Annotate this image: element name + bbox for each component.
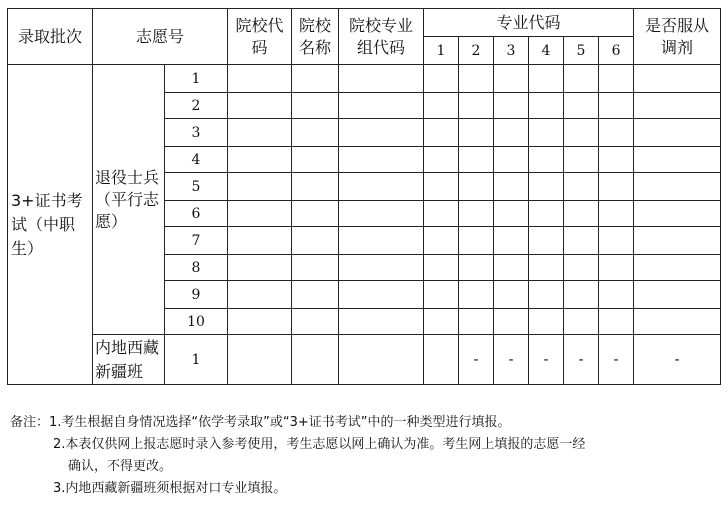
note-item-2-cont: 确认，不得更改。 <box>68 459 173 474</box>
major-code-cell-1[interactable] <box>424 147 459 173</box>
major-code-cell-6[interactable] <box>599 173 634 201</box>
adjust-cell[interactable] <box>634 281 721 309</box>
preference-number: 7 <box>165 227 228 255</box>
group-code-cell[interactable] <box>339 335 424 385</box>
major-code-cell-2[interactable] <box>459 65 494 93</box>
major-code-cell-2[interactable] <box>459 147 494 173</box>
adjust-cell[interactable] <box>634 201 721 227</box>
major-code-cell-3: - <box>494 335 529 385</box>
adjust-cell[interactable] <box>634 309 721 335</box>
major-code-cell-6[interactable] <box>599 119 634 147</box>
school-code-cell[interactable] <box>228 309 292 335</box>
major-code-cell-2[interactable] <box>459 93 494 119</box>
major-code-cell-1[interactable] <box>424 65 459 93</box>
group-code-cell[interactable] <box>339 65 424 93</box>
major-code-cell-4[interactable] <box>529 309 564 335</box>
major-code-cell-5[interactable] <box>564 93 599 119</box>
preference-number: 2 <box>165 93 228 119</box>
major-code-cell-6[interactable] <box>599 255 634 281</box>
major-code-cell-2: - <box>459 335 494 385</box>
table-row <box>8 65 721 93</box>
adjust-cell[interactable] <box>634 65 721 93</box>
major-code-cell-6[interactable] <box>599 65 634 93</box>
major-code-cell-1[interactable] <box>424 281 459 309</box>
table-row <box>8 335 721 385</box>
major-code-cell-6[interactable] <box>599 147 634 173</box>
preference-number: 6 <box>165 201 228 227</box>
major-code-cell-1[interactable] <box>424 201 459 227</box>
major-code-cell-6[interactable] <box>599 281 634 309</box>
group-code-cell[interactable] <box>339 255 424 281</box>
major-col-1: 1 <box>424 37 459 65</box>
school-name-cell[interactable] <box>292 173 339 201</box>
major-code-cell-2[interactable] <box>459 309 494 335</box>
school-code-cell[interactable] <box>228 173 292 201</box>
group-code-cell[interactable] <box>339 227 424 255</box>
major-col-5: 5 <box>564 37 599 65</box>
adjust-cell: - <box>634 335 721 385</box>
major-code-cell-3[interactable] <box>494 227 529 255</box>
major-code-cell-6: - <box>599 335 634 385</box>
major-code-cell-2[interactable] <box>459 119 494 147</box>
preference-number: 5 <box>165 173 228 201</box>
major-code-cell-4[interactable] <box>529 281 564 309</box>
major-code-cell-1[interactable] <box>424 173 459 201</box>
major-code-cell-1[interactable] <box>424 93 459 119</box>
preference-number: 4 <box>165 147 228 173</box>
header-group-code: 院校专业组代码 <box>339 9 424 65</box>
group-code-cell[interactable] <box>339 119 424 147</box>
preference-number: 3 <box>165 119 228 147</box>
major-code-cell-3[interactable] <box>494 147 529 173</box>
major-code-cell-4[interactable] <box>529 119 564 147</box>
major-code-cell-1[interactable] <box>424 119 459 147</box>
preference-form-sheet <box>7 8 720 496</box>
school-code-cell[interactable] <box>228 201 292 227</box>
header-school-name: 院校名称 <box>292 9 339 65</box>
major-code-cell-4[interactable] <box>529 173 564 201</box>
school-name-cell[interactable] <box>292 201 339 227</box>
major-code-cell-3[interactable] <box>494 309 529 335</box>
adjust-cell[interactable] <box>634 119 721 147</box>
major-code-cell-1[interactable] <box>424 335 459 385</box>
major-code-cell-4[interactable] <box>529 65 564 93</box>
major-code-cell-2[interactable] <box>459 255 494 281</box>
school-name-cell[interactable] <box>292 119 339 147</box>
note-item-1: 备注：1.考生根据自身情况选择“依学考录取”或“3+证书考试”中的一种类型进行填报。 <box>10 415 511 430</box>
major-code-cell-6[interactable] <box>599 201 634 227</box>
major-code-cell-4[interactable] <box>529 227 564 255</box>
note-item-2: 2.本表仅供网上报志愿时录入参考使用，考生志愿以网上确认为准。考生网上填报的志愿一经 <box>53 437 586 452</box>
header-adjust: 是否服从调剂 <box>634 9 721 65</box>
major-code-cell-3[interactable] <box>494 119 529 147</box>
group-code-cell[interactable] <box>339 281 424 309</box>
school-code-cell[interactable] <box>228 227 292 255</box>
major-code-cell-3[interactable] <box>494 201 529 227</box>
batch-label: 3+证书考试（中职生） <box>8 65 93 385</box>
adjust-cell[interactable] <box>634 173 721 201</box>
major-col-2: 2 <box>459 37 494 65</box>
group-code-cell[interactable] <box>339 309 424 335</box>
school-code-cell[interactable] <box>228 255 292 281</box>
major-code-cell-5[interactable] <box>564 147 599 173</box>
group-label-veterans: 退役士兵（平行志愿） <box>93 65 165 335</box>
school-name-cell[interactable] <box>292 309 339 335</box>
preference-table <box>7 8 721 385</box>
major-code-cell-4[interactable] <box>529 147 564 173</box>
major-code-cell-4: - <box>529 335 564 385</box>
major-code-cell-4[interactable] <box>529 93 564 119</box>
header-major-code: 专业代码 <box>424 9 634 37</box>
group-code-cell[interactable] <box>339 147 424 173</box>
table-body <box>8 65 721 385</box>
major-code-cell-1[interactable] <box>424 227 459 255</box>
header-batch: 录取批次 <box>8 9 93 65</box>
major-code-cell-6[interactable] <box>599 309 634 335</box>
major-code-cell-5[interactable] <box>564 227 599 255</box>
school-name-cell[interactable] <box>292 147 339 173</box>
major-col-3: 3 <box>494 37 529 65</box>
preference-number: 1 <box>165 335 228 385</box>
school-code-cell[interactable] <box>228 281 292 309</box>
major-code-cell-3[interactable] <box>494 65 529 93</box>
major-code-cell-3[interactable] <box>494 173 529 201</box>
group-label-xizang-xinjiang: 内地西藏新疆班 <box>93 335 165 385</box>
major-code-cell-5: - <box>564 335 599 385</box>
adjust-cell[interactable] <box>634 147 721 173</box>
major-code-cell-3[interactable] <box>494 93 529 119</box>
major-col-4: 4 <box>529 37 564 65</box>
major-code-cell-3[interactable] <box>494 255 529 281</box>
group-code-cell[interactable] <box>339 201 424 227</box>
major-code-cell-5[interactable] <box>564 173 599 201</box>
major-col-6: 6 <box>599 37 634 65</box>
major-code-cell-5[interactable] <box>564 201 599 227</box>
major-code-cell-2[interactable] <box>459 201 494 227</box>
major-code-cell-1[interactable] <box>424 255 459 281</box>
preference-number: 1 <box>165 65 228 93</box>
major-code-cell-5[interactable] <box>564 309 599 335</box>
major-code-cell-4[interactable] <box>529 255 564 281</box>
major-code-cell-3[interactable] <box>494 281 529 309</box>
major-code-cell-2[interactable] <box>459 281 494 309</box>
preference-number: 9 <box>165 281 228 309</box>
preference-number: 10 <box>165 309 228 335</box>
major-code-cell-6[interactable] <box>599 227 634 255</box>
adjust-cell[interactable] <box>634 227 721 255</box>
major-code-cell-2[interactable] <box>459 227 494 255</box>
school-code-cell[interactable] <box>228 65 292 93</box>
note-item-3: 3.内地西藏新疆班须根据对口专业填报。 <box>53 481 287 496</box>
group-code-cell[interactable] <box>339 93 424 119</box>
notes-prefix: 备注： <box>10 415 50 430</box>
major-code-cell-5[interactable] <box>564 281 599 309</box>
major-code-cell-5[interactable] <box>564 65 599 93</box>
major-code-cell-6[interactable] <box>599 93 634 119</box>
school-name-cell[interactable] <box>292 227 339 255</box>
school-code-cell[interactable] <box>228 93 292 119</box>
school-code-cell[interactable] <box>228 147 292 173</box>
major-code-cell-1[interactable] <box>424 309 459 335</box>
major-code-cell-5[interactable] <box>564 255 599 281</box>
preference-number: 8 <box>165 255 228 281</box>
school-code-cell[interactable] <box>228 335 292 385</box>
major-code-cell-4[interactable] <box>529 201 564 227</box>
group-code-cell[interactable] <box>339 173 424 201</box>
adjust-cell[interactable] <box>634 255 721 281</box>
header-preference-number: 志愿号 <box>93 9 228 65</box>
school-name-cell[interactable] <box>292 93 339 119</box>
adjust-cell[interactable] <box>634 93 721 119</box>
major-code-cell-5[interactable] <box>564 119 599 147</box>
header-school-code: 院校代码 <box>228 9 292 65</box>
school-name-cell[interactable] <box>292 65 339 93</box>
notes <box>10 412 716 500</box>
major-code-cell-2[interactable] <box>459 173 494 201</box>
school-name-cell[interactable] <box>292 255 339 281</box>
school-name-cell[interactable] <box>292 335 339 385</box>
school-code-cell[interactable] <box>228 119 292 147</box>
school-name-cell[interactable] <box>292 281 339 309</box>
